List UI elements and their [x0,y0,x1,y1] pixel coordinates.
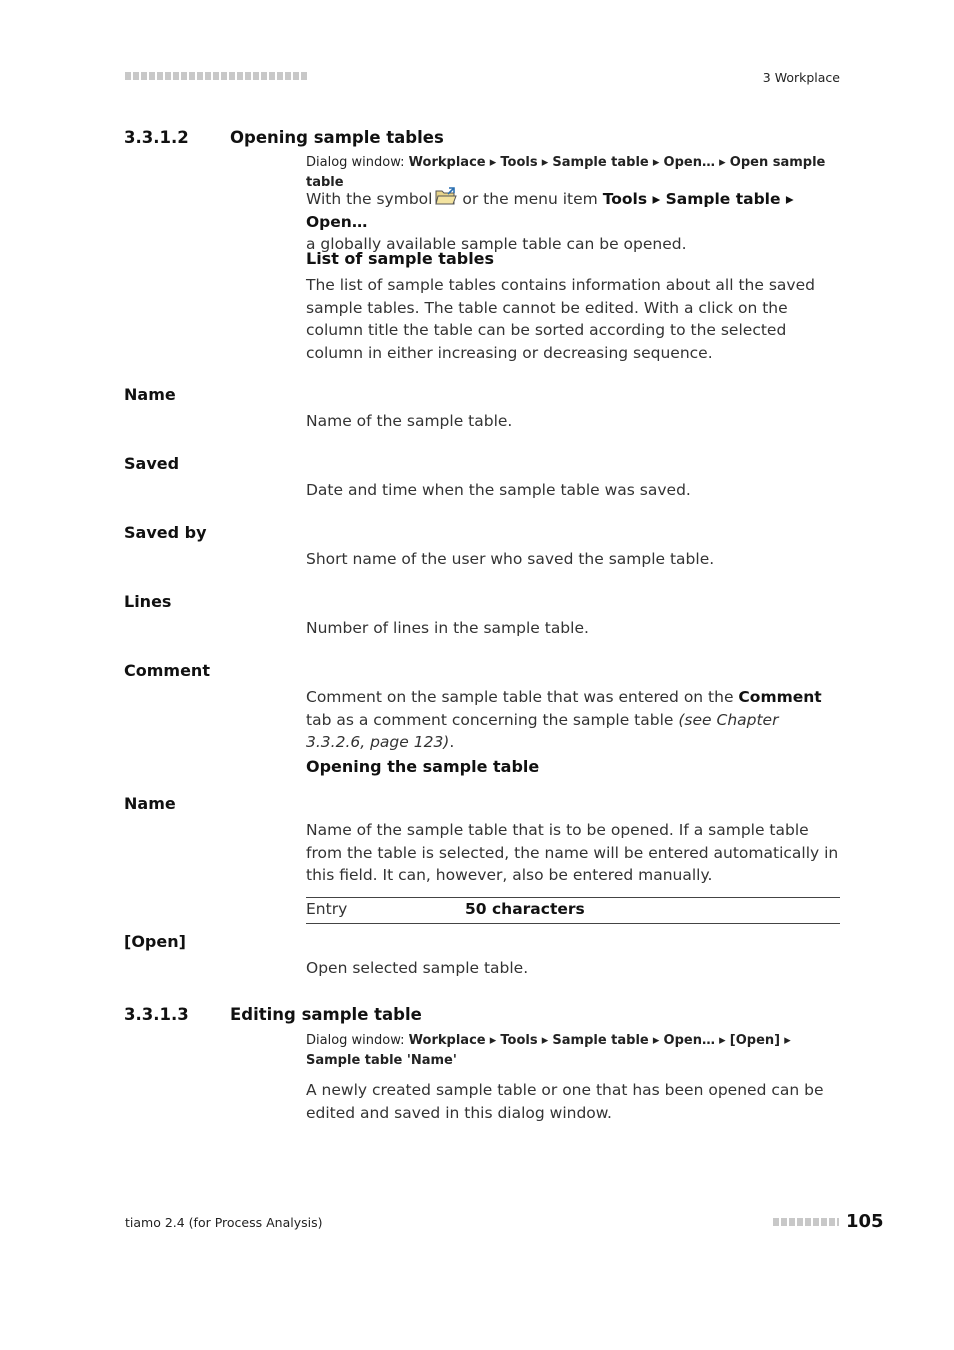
field-label: Saved by [124,523,207,542]
intro-menu-path: Tools ▸ Sample table ▸ Open… [306,190,794,231]
section-text: A newly created sample table or one that has been opened can be edited and saved in this dialog window. [306,1081,824,1122]
list-description: The list of sample tables contains information about all the saved sample tables. The table cannot be edited. With a click on the column title the table can be sorted according to the selected column in either increasing or decreasing sequence. [306,276,815,363]
path-item: Sample table [552,1033,649,1048]
path-prefix: Dialog window: [306,155,405,170]
comment-desc-b: tab as a comment concerning the sample table [306,710,679,729]
list-heading: List of sample tables [306,249,495,268]
intro-after: a globally available sample table can be opened. [306,235,687,254]
field-label: Saved [124,454,180,473]
path-prefix: Dialog window: [306,1033,405,1048]
field-label: Comment [124,661,210,680]
field-label: [Open] [124,932,186,951]
path-item: Sample table 'Name' [306,1053,457,1068]
comment-desc-a: Comment on the sample table that was entered on the [306,688,739,706]
spec-key: Entry [306,900,348,918]
path-item: Workplace [408,1033,486,1048]
path-item: Open sample table [306,155,826,190]
entry-spec-table [306,897,840,924]
section-title: Opening sample tables [230,128,444,147]
field-description [306,686,842,754]
spec-value: 50 characters [465,900,585,918]
path-item: Tools [500,1033,538,1048]
header-chapter: 3 Workplace [762,70,840,85]
field-description: Short name of the user who saved the sample table. [306,550,715,568]
chapter-reference-link[interactable]: (see Chapter 3.3.2.6, page 123) [306,710,779,752]
path-item: Open… [663,155,715,170]
path-item: Open… [663,1033,715,1048]
path-item: Workplace [408,155,486,170]
open-folder-icon [435,187,457,206]
dialog-path: Dialog window: Workplace ▸ Tools ▸ Sample table ▸ Open… ▸ [Open] ▸ Sample table 'Name' [306,1033,791,1068]
opening-heading: Opening the sample table [306,757,540,776]
field-description: Open selected sample table. [306,959,529,977]
field-description: Number of lines in the sample table. [306,619,589,637]
header-decoration [125,72,307,80]
field-label: Lines [124,592,172,611]
field-label: Name [124,385,176,404]
field-label: Name [124,794,176,813]
page-number: 105 [846,1211,884,1232]
section-number: 3.3.1.2 [124,128,189,147]
intro-middle: or the menu item [457,190,603,208]
comment-tab-name: Comment [738,688,822,706]
field-description: Name of the sample table. [306,412,513,430]
section-number: 3.3.1.3 [124,1005,189,1024]
dialog-path: Dialog window: Workplace ▸ Tools ▸ Sample table ▸ Open… ▸ Open sample table [306,155,826,190]
section-title: Editing sample table [230,1005,422,1024]
field-description: Name of the sample table that is to be opened. If a sample table from the table is selected, the name will be entered automatically in this field. It can, however, also be entered manually. [306,821,839,885]
path-item: Tools [500,155,538,170]
path-item: Sample table [552,155,649,170]
comment-desc-end: . [449,733,455,752]
footer-product: tiamo 2.4 (for Process Analysis) [125,1215,323,1230]
intro-paragraph [306,187,842,256]
intro-before: With the symbol [306,190,433,208]
field-description: Date and time when the sample table was saved. [306,481,691,499]
footer-decoration [773,1218,839,1226]
path-item: [Open] [729,1033,781,1048]
